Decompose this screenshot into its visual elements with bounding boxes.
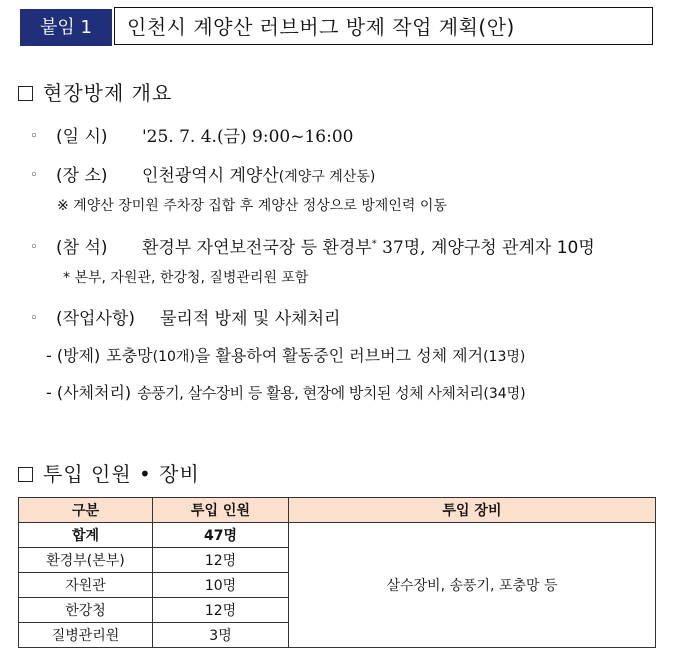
work-item-prefix: - (사체처리) [46,383,132,402]
section-overview-title: 현장방제 개요 [43,81,173,105]
work-label: (작업사항) [56,309,135,329]
work-item-text: 송풍기, 살수장비 등 활용, 현장에 방치된 성체 사체처리 [137,384,484,402]
work-item-control [46,343,525,366]
work-item-count: (13명) [483,349,526,365]
bullet-icon: ◦ [30,311,38,326]
table-header-people: 투입 인원 [153,498,289,523]
table-cell-group: 한강청 [19,598,153,623]
table-cell-people: 10명 [153,573,289,598]
attend-note: * 본부, 자원관, 한강청, 질병관리원 포함 [63,270,309,286]
place-note: ※ 계양산 장미원 주차장 집합 후 계양산 정상으로 방제인력 이동 [57,198,447,214]
work-item-disposal [46,380,526,403]
work-item-prefix: - (방제) [46,346,101,365]
section-overview-heading [18,77,172,106]
document-title: 인천시 계양산 러브버그 방제 작업 계획(안) [114,7,653,45]
table-cell-group: 질병관리원 [19,623,153,648]
table-header-equipment: 투입 장비 [289,498,656,523]
attend-row [30,233,595,258]
resource-table [18,497,656,648]
bullet-icon: ◦ [30,129,38,144]
attend-footnote-mark: * [371,238,377,250]
place-row [30,161,375,186]
checkbox-square-icon [18,86,33,101]
table-cell-group: 자원관 [19,573,153,598]
work-item-sub: (10개) [152,349,195,365]
table-cell-group: 환경부(본부) [19,548,153,573]
date-label: (일 시) [56,127,108,147]
attend-value-c: 계양구청 관계자 10명 [430,238,595,258]
place-value: 인천광역시 계양산 [142,166,279,186]
table-header-row [19,498,656,523]
section-resources-title: 투입 인원 • 장비 [43,462,200,486]
table-cell-people: 12명 [153,548,289,573]
work-item-count: (34명) [483,386,526,402]
place-sub: (계양구 계산동) [278,169,376,185]
table-cell-equipment: 살수장비, 송풍기, 포충망 등 [289,523,656,648]
table-cell-people: 47명 [153,523,289,548]
table-row [19,523,656,548]
attachment-badge: 붙임 1 [20,9,112,46]
attend-label: (참 석) [56,238,108,258]
bullet-icon: ◦ [30,240,38,255]
bullet-icon: ◦ [30,168,38,183]
work-row [30,304,340,329]
section-resources-heading [18,458,200,487]
date-row [30,122,353,147]
place-label: (장 소) [56,166,108,186]
attend-value-a: 환경부 자연보전국장 등 환경부 [142,238,372,258]
work-value: 물리적 방제 및 사체처리 [160,309,341,329]
attend-value-b: 37명, [376,238,431,258]
checkbox-square-icon [18,467,33,482]
table-header-group: 구분 [19,498,153,523]
table-cell-group: 합계 [19,523,153,548]
date-value: '25. 7. 4.(금) 9:00~16:00 [142,127,354,147]
work-item-text: 포충망 [106,346,153,365]
work-item-text2: 을 활용하여 활동중인 러브버그 성체 제거 [194,346,484,365]
table-cell-people: 3명 [153,623,289,648]
table-cell-people: 12명 [153,598,289,623]
